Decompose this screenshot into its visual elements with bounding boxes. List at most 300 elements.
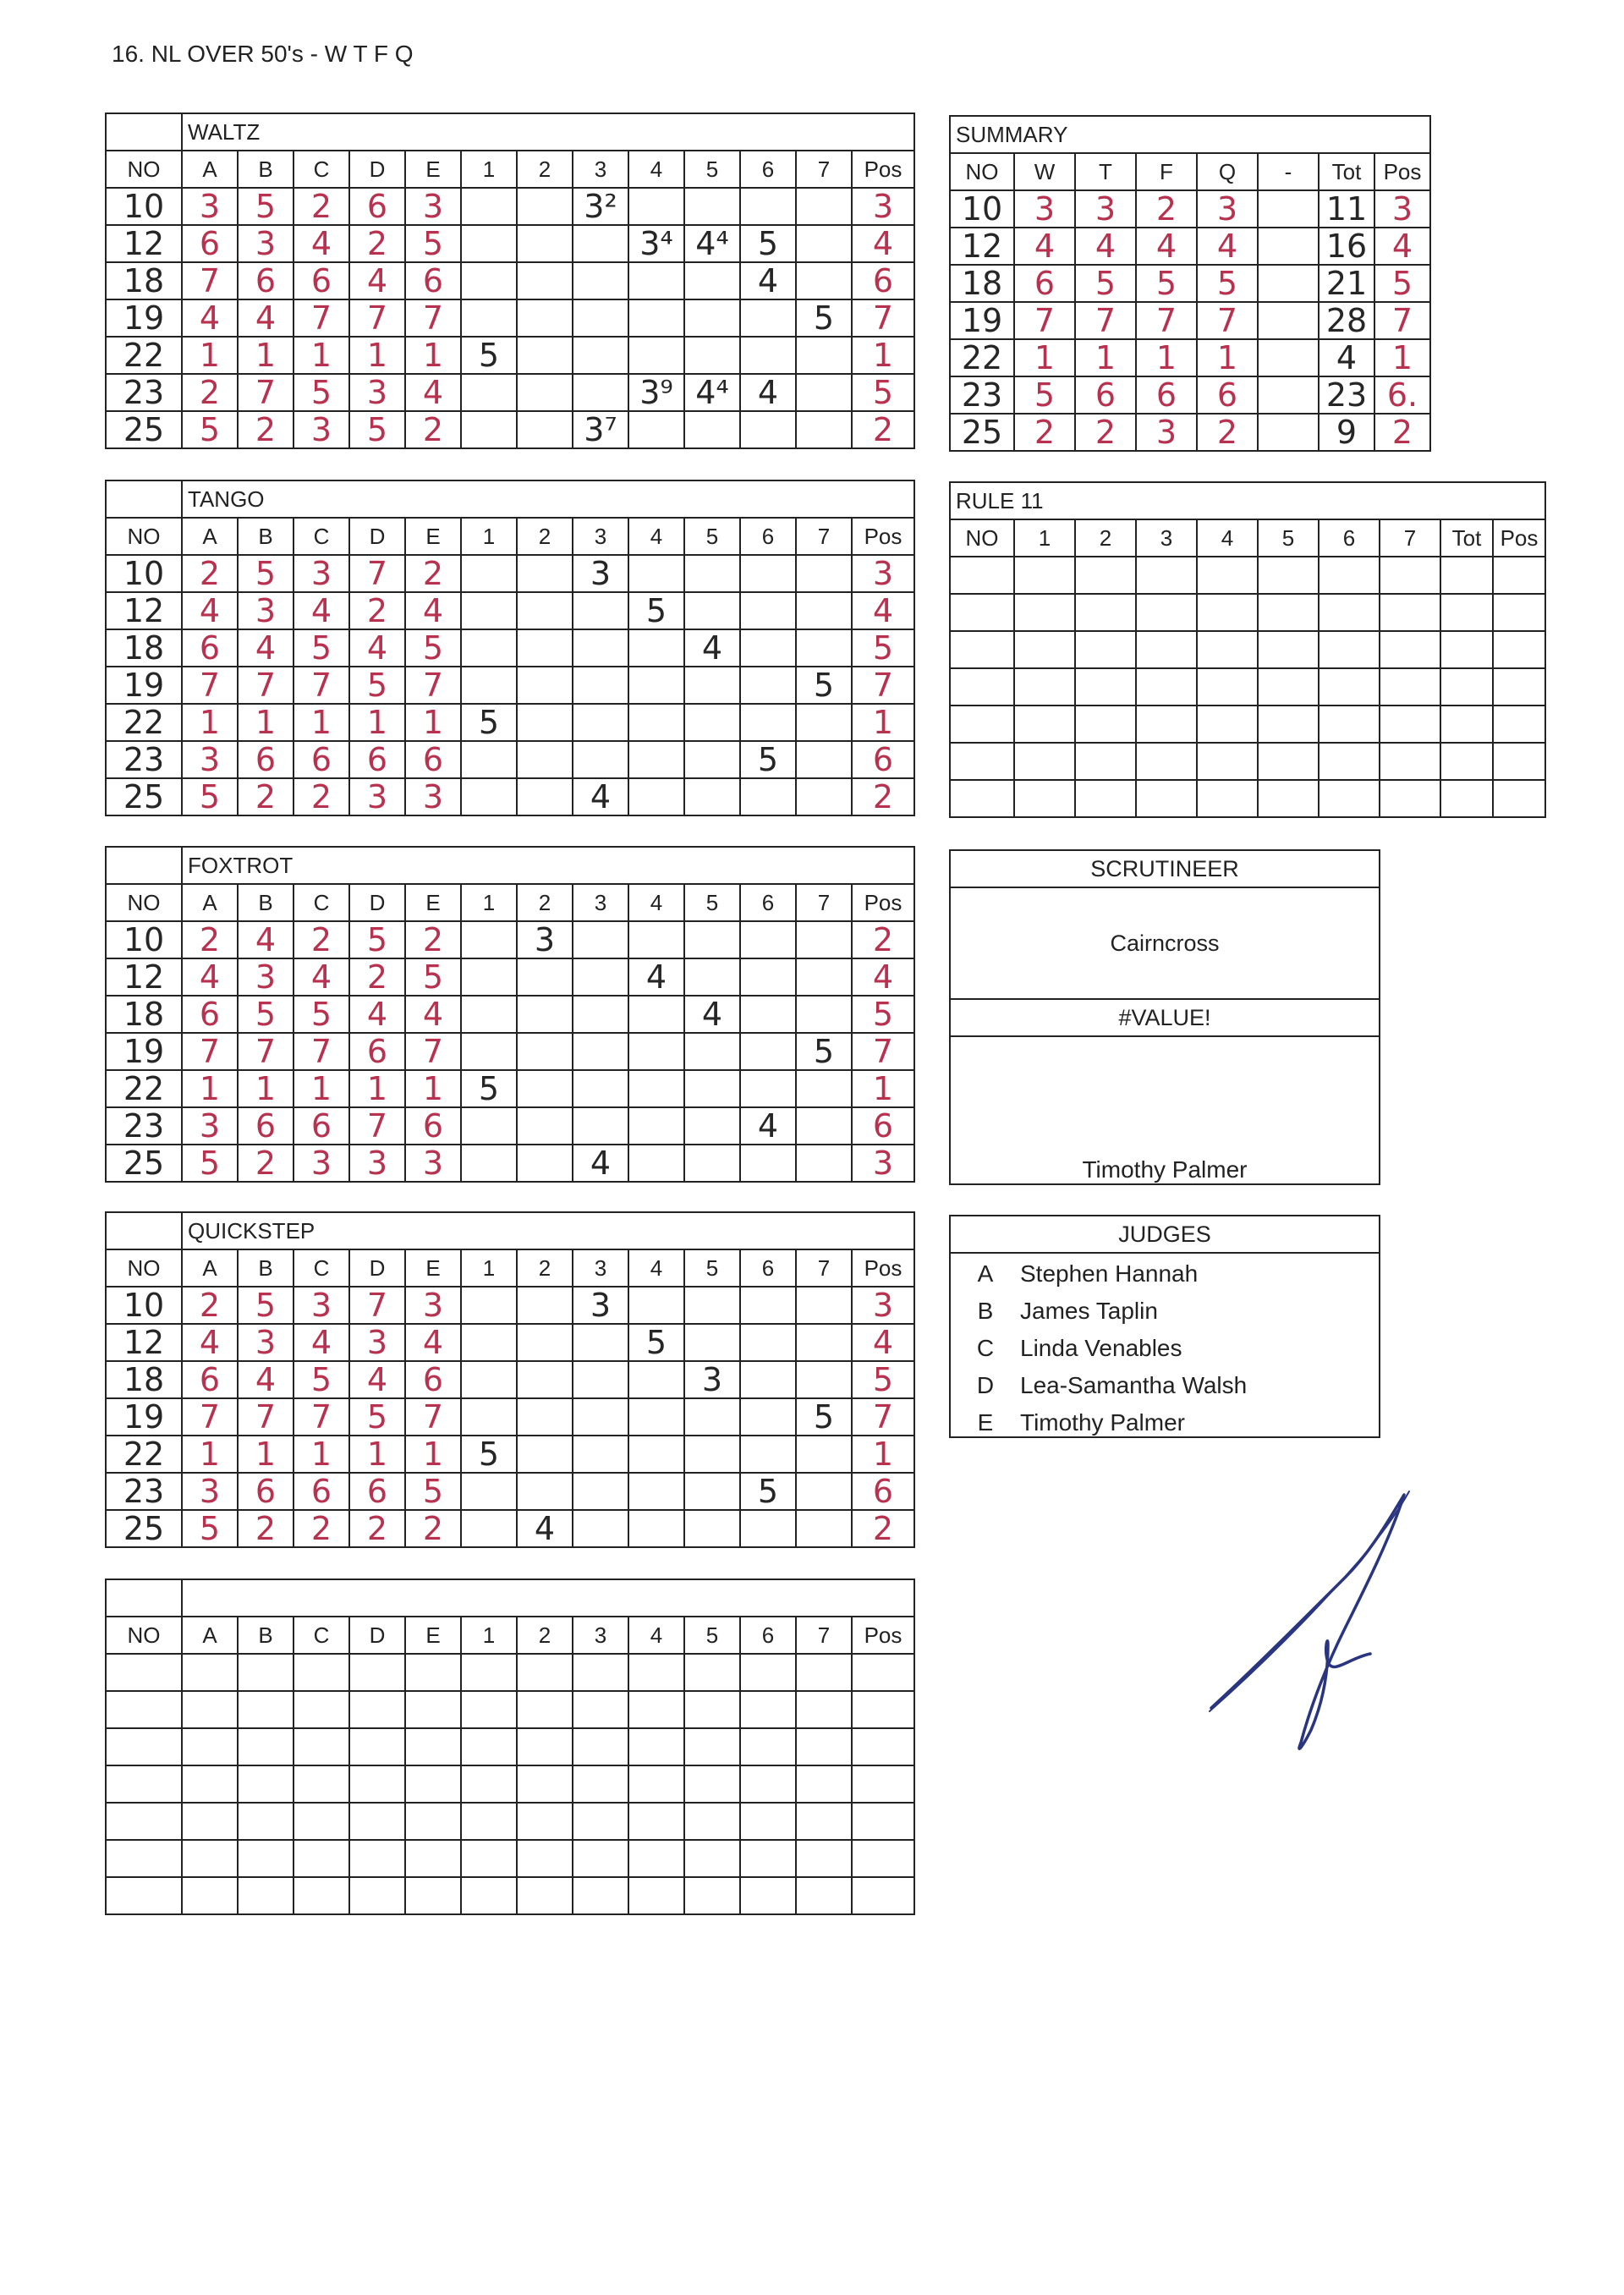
empty-cell xyxy=(1440,706,1493,743)
place-count xyxy=(628,667,684,704)
empty-cell xyxy=(1075,594,1136,631)
judge-mark: 6 xyxy=(238,262,294,299)
dance-position: 1 xyxy=(1014,339,1075,376)
place-count xyxy=(573,1654,628,1691)
table-row xyxy=(106,188,914,225)
empty-cell xyxy=(1258,706,1319,743)
place-count xyxy=(461,741,517,778)
dance-position: 2 xyxy=(1197,414,1258,451)
table-row xyxy=(106,592,914,629)
place-count xyxy=(461,1398,517,1436)
column-header: 7 xyxy=(796,1249,852,1287)
column-header: - xyxy=(1258,153,1319,190)
column-header: 1 xyxy=(461,884,517,921)
position-result xyxy=(852,1691,914,1728)
place-count xyxy=(796,958,852,996)
judge-mark xyxy=(294,1691,349,1728)
table-row xyxy=(106,299,914,337)
place-count xyxy=(684,1877,740,1914)
empty-cell xyxy=(1136,743,1197,780)
column-header: 3 xyxy=(573,1617,628,1654)
final-position: 6. xyxy=(1374,376,1430,414)
empty-cell xyxy=(1440,668,1493,706)
judge-mark: 3 xyxy=(349,1324,405,1361)
place-count: 5 xyxy=(628,592,684,629)
column-header: 2 xyxy=(517,1617,573,1654)
position-result: 1 xyxy=(852,1070,914,1107)
table-row xyxy=(950,631,1545,668)
place-count xyxy=(628,1070,684,1107)
column-header: 6 xyxy=(740,151,796,188)
place-count: 4 xyxy=(740,374,796,411)
dash-cell xyxy=(1258,376,1319,414)
judge-mark xyxy=(294,1765,349,1803)
summary-table xyxy=(949,115,1431,452)
table-row xyxy=(106,1728,914,1765)
judge-mark xyxy=(405,1654,461,1691)
position-result: 1 xyxy=(852,1436,914,1473)
table-row xyxy=(106,1877,914,1914)
dance-header-row xyxy=(106,1617,914,1654)
column-header: 1 xyxy=(461,1249,517,1287)
place-count xyxy=(684,1765,740,1803)
couple-number: 18 xyxy=(106,262,182,299)
place-count: 4 xyxy=(573,778,628,815)
judge-mark xyxy=(405,1877,461,1914)
column-header: A xyxy=(182,1249,238,1287)
column-header: 7 xyxy=(796,1617,852,1654)
place-count xyxy=(573,262,628,299)
place-count xyxy=(684,337,740,374)
judge-mark xyxy=(349,1654,405,1691)
place-count xyxy=(796,1510,852,1547)
judge-mark: 5 xyxy=(405,225,461,262)
place-count xyxy=(796,225,852,262)
table-row xyxy=(950,780,1545,817)
judge-mark: 3 xyxy=(238,225,294,262)
empty-cell xyxy=(1136,594,1197,631)
judge-mark xyxy=(238,1877,294,1914)
couple-number: 10 xyxy=(106,1287,182,1324)
place-count xyxy=(517,1107,573,1145)
place-count xyxy=(628,1728,684,1765)
judge-mark: 5 xyxy=(294,629,349,667)
table-row xyxy=(950,265,1430,302)
place-count xyxy=(461,225,517,262)
couple-number: 19 xyxy=(106,1033,182,1070)
place-count xyxy=(684,1654,740,1691)
empty-cell xyxy=(1493,594,1545,631)
empty-cell xyxy=(1014,780,1075,817)
place-count: 4⁴ xyxy=(684,225,740,262)
place-count xyxy=(740,1361,796,1398)
empty-cell xyxy=(1014,557,1075,594)
dance-name-row xyxy=(106,1212,914,1249)
empty-cell xyxy=(1319,780,1380,817)
empty-cell xyxy=(1493,743,1545,780)
empty-cell xyxy=(1258,557,1319,594)
place-count xyxy=(517,1803,573,1840)
judge-mark: 4 xyxy=(182,1324,238,1361)
page-title: 16. NL OVER 50's - W T F Q xyxy=(112,41,414,67)
empty-cell xyxy=(1197,780,1258,817)
judge-mark: 2 xyxy=(294,1510,349,1547)
table-row xyxy=(950,228,1430,265)
judge-mark: 5 xyxy=(238,188,294,225)
judge-mark: 5 xyxy=(405,958,461,996)
position-result xyxy=(852,1654,914,1691)
place-count: 5 xyxy=(796,299,852,337)
place-count xyxy=(684,1107,740,1145)
table-row xyxy=(106,958,914,996)
dance-name xyxy=(182,1579,914,1617)
judge-mark: 6 xyxy=(182,629,238,667)
empty-cell xyxy=(1197,631,1258,668)
column-header: 7 xyxy=(1380,519,1440,557)
place-count xyxy=(461,1765,517,1803)
column-header: 4 xyxy=(628,1249,684,1287)
judge-mark: 2 xyxy=(238,411,294,448)
judge-entry xyxy=(951,1330,1379,1367)
place-count: 5 xyxy=(628,1324,684,1361)
place-count xyxy=(796,1473,852,1510)
place-count xyxy=(517,299,573,337)
place-count: 5 xyxy=(461,1436,517,1473)
column-header: B xyxy=(238,518,294,555)
column-header: E xyxy=(405,884,461,921)
empty-cell xyxy=(1493,631,1545,668)
empty-cell xyxy=(1258,594,1319,631)
place-count xyxy=(628,1510,684,1547)
judge-mark: 1 xyxy=(294,1436,349,1473)
empty-cell xyxy=(1136,668,1197,706)
place-count xyxy=(796,1691,852,1728)
judge-mark: 6 xyxy=(405,741,461,778)
dance-name-row xyxy=(106,847,914,884)
column-header: 7 xyxy=(796,151,852,188)
judge-mark: 4 xyxy=(238,299,294,337)
place-count xyxy=(461,1510,517,1547)
judge-mark xyxy=(182,1803,238,1840)
judge-mark: 4 xyxy=(182,592,238,629)
judge-mark: 3 xyxy=(238,958,294,996)
dash-cell xyxy=(1258,265,1319,302)
column-header: A xyxy=(182,151,238,188)
place-count xyxy=(461,1877,517,1914)
dance-name: WALTZ xyxy=(182,113,914,151)
place-count: 3 xyxy=(517,921,573,958)
judge-mark: 7 xyxy=(294,667,349,704)
judge-name: Timothy Palmer xyxy=(1020,1409,1186,1436)
judge-mark: 3 xyxy=(294,555,349,592)
judge-mark: 3 xyxy=(182,1473,238,1510)
empty-cell xyxy=(1197,706,1258,743)
place-count xyxy=(517,1398,573,1436)
table-row xyxy=(950,302,1430,339)
table-row xyxy=(106,996,914,1033)
final-position: 2 xyxy=(1374,414,1430,451)
dance-header-row xyxy=(106,518,914,555)
table-row xyxy=(106,1070,914,1107)
empty-cell xyxy=(1136,631,1197,668)
place-count xyxy=(684,1840,740,1877)
column-header: B xyxy=(238,151,294,188)
place-count: 5 xyxy=(461,1070,517,1107)
judge-mark: 3 xyxy=(182,188,238,225)
judge-mark: 6 xyxy=(349,741,405,778)
position-result: 5 xyxy=(852,629,914,667)
column-header: E xyxy=(405,1617,461,1654)
summary-name-row xyxy=(950,116,1430,153)
couple-number: 25 xyxy=(106,778,182,815)
dance-table xyxy=(105,113,915,449)
place-count xyxy=(573,225,628,262)
place-count xyxy=(461,262,517,299)
place-count xyxy=(628,921,684,958)
place-count xyxy=(573,629,628,667)
table-row xyxy=(950,594,1545,631)
place-count: 3⁹ xyxy=(628,374,684,411)
empty-cell xyxy=(950,557,1014,594)
position-result xyxy=(852,1728,914,1765)
dance-position: 5 xyxy=(1014,376,1075,414)
judge-mark: 1 xyxy=(405,1436,461,1473)
place-count xyxy=(796,262,852,299)
final-position: 7 xyxy=(1374,302,1430,339)
table-row xyxy=(106,1510,914,1547)
place-count: 3 xyxy=(573,1287,628,1324)
place-count xyxy=(517,1654,573,1691)
place-count xyxy=(517,225,573,262)
place-count xyxy=(517,1070,573,1107)
judge-mark: 2 xyxy=(349,225,405,262)
empty-cell xyxy=(1075,743,1136,780)
place-count xyxy=(796,1287,852,1324)
empty-cell xyxy=(1493,668,1545,706)
judge-name: Stephen Hannah xyxy=(1020,1260,1199,1287)
empty-cell xyxy=(1380,743,1440,780)
dance-table xyxy=(105,1211,915,1548)
place-count xyxy=(684,1803,740,1840)
judge-mark: 3 xyxy=(349,778,405,815)
dance-position: 6 xyxy=(1136,376,1197,414)
table-row xyxy=(106,1033,914,1070)
judge-mark: 7 xyxy=(405,299,461,337)
place-count xyxy=(517,996,573,1033)
judge-mark: 3 xyxy=(238,1324,294,1361)
place-count xyxy=(517,667,573,704)
table-row xyxy=(106,778,914,815)
place-count xyxy=(740,704,796,741)
place-count xyxy=(628,337,684,374)
judge-mark: 5 xyxy=(349,1398,405,1436)
summary-title: SUMMARY xyxy=(950,116,1430,153)
judge-mark: 4 xyxy=(405,996,461,1033)
total-score: 23 xyxy=(1319,376,1374,414)
dance-position: 4 xyxy=(1075,228,1136,265)
place-count xyxy=(740,411,796,448)
judge-mark: 2 xyxy=(182,921,238,958)
judge-mark: 1 xyxy=(349,337,405,374)
judge-mark: 5 xyxy=(182,1145,238,1182)
place-count xyxy=(796,629,852,667)
total-score: 28 xyxy=(1319,302,1374,339)
judge-mark: 4 xyxy=(349,262,405,299)
place-count xyxy=(628,629,684,667)
judge-mark xyxy=(294,1803,349,1840)
dance-table xyxy=(105,480,915,816)
place-count xyxy=(796,1436,852,1473)
column-header: 6 xyxy=(1319,519,1380,557)
place-count xyxy=(628,188,684,225)
place-count xyxy=(740,667,796,704)
couple-number: 12 xyxy=(106,592,182,629)
empty-cell xyxy=(1258,743,1319,780)
dash-cell xyxy=(1258,190,1319,228)
position-result: 4 xyxy=(852,958,914,996)
judge-mark: 3 xyxy=(405,778,461,815)
judge-letter: B xyxy=(977,1298,994,1324)
table-row xyxy=(106,704,914,741)
place-count xyxy=(517,337,573,374)
place-count xyxy=(684,741,740,778)
judge-mark: 5 xyxy=(349,411,405,448)
place-count xyxy=(573,1070,628,1107)
place-count xyxy=(796,1765,852,1803)
table-row xyxy=(106,921,914,958)
dance-position: 1 xyxy=(1075,339,1136,376)
judge-mark xyxy=(238,1840,294,1877)
place-count xyxy=(684,667,740,704)
empty-cell xyxy=(1319,594,1380,631)
judge-mark: 2 xyxy=(405,411,461,448)
judge-mark: 7 xyxy=(182,262,238,299)
column-header: B xyxy=(238,1249,294,1287)
table-row xyxy=(106,629,914,667)
judge-mark: 1 xyxy=(349,1070,405,1107)
column-header: B xyxy=(238,1617,294,1654)
judge-mark: 6 xyxy=(238,741,294,778)
column-header: 3 xyxy=(573,1249,628,1287)
empty-cell xyxy=(1197,594,1258,631)
couple-number: 18 xyxy=(106,996,182,1033)
judge-mark: 1 xyxy=(349,1436,405,1473)
column-header: F xyxy=(1136,153,1197,190)
place-count xyxy=(461,1654,517,1691)
dance-position: 4 xyxy=(1136,228,1197,265)
judges-list xyxy=(951,1254,1379,1441)
empty-cell xyxy=(1319,631,1380,668)
place-count xyxy=(573,1107,628,1145)
place-count xyxy=(684,262,740,299)
place-count xyxy=(517,1691,573,1728)
table-row xyxy=(106,1473,914,1510)
judge-mark xyxy=(182,1728,238,1765)
place-count xyxy=(684,411,740,448)
judge-mark: 7 xyxy=(349,299,405,337)
place-count: 5 xyxy=(740,1473,796,1510)
dance-position: 5 xyxy=(1197,265,1258,302)
table-row xyxy=(106,1803,914,1840)
judge-mark xyxy=(405,1728,461,1765)
empty-cell xyxy=(1075,780,1136,817)
judge-mark xyxy=(405,1840,461,1877)
place-count xyxy=(573,667,628,704)
judge-mark: 5 xyxy=(294,374,349,411)
judge-mark: 1 xyxy=(294,1070,349,1107)
couple-number: 25 xyxy=(106,411,182,448)
place-count xyxy=(684,1324,740,1361)
judge-mark: 4 xyxy=(294,592,349,629)
judge-mark: 5 xyxy=(349,667,405,704)
dance-name-row xyxy=(106,113,914,151)
column-header: 1 xyxy=(461,518,517,555)
empty-cell xyxy=(1493,780,1545,817)
position-result: 2 xyxy=(852,921,914,958)
dash-cell xyxy=(1258,228,1319,265)
table-row xyxy=(106,741,914,778)
table-row xyxy=(106,555,914,592)
position-result: 3 xyxy=(852,1145,914,1182)
judge-mark xyxy=(294,1654,349,1691)
column-header: Pos xyxy=(1374,153,1430,190)
judge-mark: 6 xyxy=(405,1361,461,1398)
column-header: 1 xyxy=(461,1617,517,1654)
judge-mark: 1 xyxy=(294,704,349,741)
judge-mark xyxy=(349,1765,405,1803)
judge-mark: 7 xyxy=(349,1107,405,1145)
couple-number: 12 xyxy=(106,958,182,996)
place-count xyxy=(573,1728,628,1765)
judge-mark: 7 xyxy=(405,667,461,704)
place-count xyxy=(628,1877,684,1914)
judge-letter: A xyxy=(977,1260,994,1287)
place-count xyxy=(740,1324,796,1361)
judge-mark xyxy=(405,1803,461,1840)
place-count xyxy=(628,1803,684,1840)
place-count xyxy=(684,1070,740,1107)
column-header: 4 xyxy=(1197,519,1258,557)
column-header: 1 xyxy=(461,151,517,188)
judge-mark xyxy=(238,1728,294,1765)
place-count xyxy=(628,411,684,448)
place-count xyxy=(628,1654,684,1691)
column-header: 2 xyxy=(517,151,573,188)
judge-mark: 5 xyxy=(405,1473,461,1510)
dance-position: 3 xyxy=(1136,414,1197,451)
empty-cell xyxy=(1493,557,1545,594)
empty-cell xyxy=(950,668,1014,706)
table-row xyxy=(106,1107,914,1145)
place-count xyxy=(461,188,517,225)
place-count xyxy=(796,1145,852,1182)
place-count xyxy=(796,1324,852,1361)
column-header: NO xyxy=(106,1249,182,1287)
judge-mark: 6 xyxy=(405,262,461,299)
dance-position: 2 xyxy=(1014,414,1075,451)
judge-mark: 1 xyxy=(238,1436,294,1473)
empty-cell xyxy=(1197,743,1258,780)
place-count xyxy=(573,1436,628,1473)
place-count xyxy=(461,1145,517,1182)
signature xyxy=(1201,1485,1455,1764)
judge-mark: 2 xyxy=(294,188,349,225)
place-count: 4 xyxy=(573,1145,628,1182)
empty-cell xyxy=(950,780,1014,817)
judge-mark xyxy=(182,1765,238,1803)
place-count xyxy=(796,741,852,778)
scrutineer-error-value: #VALUE! xyxy=(951,1000,1379,1037)
